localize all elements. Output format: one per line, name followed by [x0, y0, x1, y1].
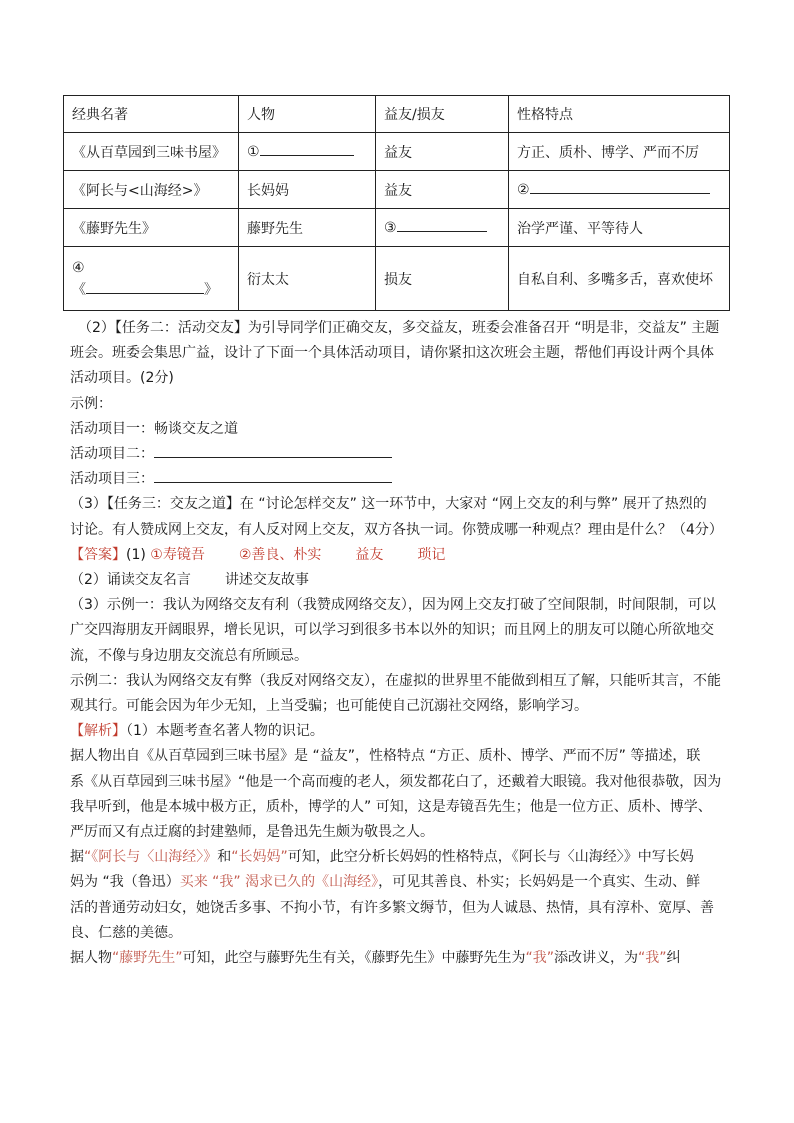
cell-book: [64, 247, 239, 311]
analysis-line: [70, 946, 725, 971]
analysis-text: 添改讲义，为: [554, 950, 639, 967]
fill-blank-3[interactable]: [397, 219, 487, 232]
example-label: 示例：: [70, 395, 112, 412]
cell-person: 衍太太: [239, 247, 376, 311]
analysis-text: 据人物: [70, 950, 112, 967]
table-row: [64, 209, 730, 247]
answer-label: 【答案】: [70, 546, 126, 563]
analysis-line: [70, 845, 725, 870]
blank-number: ④: [72, 259, 85, 276]
analysis-highlight: “长妈妈”: [231, 849, 288, 866]
cell-book: 《阿长与<山海经>》: [64, 171, 239, 209]
table-row: [64, 247, 730, 311]
analysis-highlight: “《阿长与〈山海经〉》: [84, 849, 218, 866]
fill-blank-1[interactable]: [260, 143, 354, 156]
notable-books-table: [63, 95, 730, 311]
analysis-text: ，可见其善良、朴实；长妈妈是一个真实、生动、鲜: [378, 874, 701, 891]
analysis-line: 系《从百草园到三味书屋》“他是一个高而瘦的老人，须发都花白了，还戴着大眼镜。我对他很恭敬，因为: [70, 773, 722, 790]
table-row: [64, 171, 730, 209]
answer-4: 琐记: [417, 546, 446, 563]
answer-paragraph: 示例二：我认为网络交友有弊（我反对网络交友），在虚拟的世界里不能做到相互了解，只能听其言，不能: [70, 672, 721, 689]
analysis-line: [70, 719, 725, 744]
book-open-bracket: 《: [72, 281, 86, 298]
analysis-text: （1）本题考查名著人物的识记。: [126, 723, 324, 740]
analysis-highlight: 买来 “我” 渴求已久的《山海经》: [179, 874, 379, 891]
analysis-text: 和: [217, 849, 232, 866]
book-close-bracket: 》: [204, 281, 218, 298]
answer-paragraph: 流，不像与身边朋友交流总有所顾忌。: [70, 647, 308, 664]
question-2-text: （2）【任务二：活动交友】为引导同学们正确交友，多交益友，班委会准备召开 “明是非，交益友” 主题: [78, 320, 720, 336]
analysis-line: [70, 870, 725, 895]
activity-item-3-label: 活动项目三：: [70, 471, 154, 488]
answer-paragraph: 广交四海朋友开阔眼界，增长见识，可以学习到很多书本以外的知识；而且网上的朋友可以随心所欲地交: [70, 622, 714, 639]
cell-type: [376, 209, 509, 247]
question-3-text: （3）【任务三：交友之道】在 “讨论怎样交友” 这一环节中，大家对 “网上交友的利与弊” 展开了热烈的: [70, 496, 707, 513]
cell-person: [239, 133, 376, 171]
header-book: 经典名著: [64, 96, 239, 133]
blank-number: ②: [517, 182, 530, 198]
analysis-text: 纠: [666, 950, 681, 967]
analysis-label: 【解析】: [70, 723, 126, 740]
question-3-text: 讨论。有人赞成网上交友，有人反对网上交友，双方各执一词。你赞成哪一种观点？理由是什么？（4分）: [70, 521, 723, 538]
cell-type: 益友: [376, 133, 509, 171]
cell-trait: 自私自利、多嘴多舌，喜欢使坏: [509, 247, 730, 311]
answer-paragraph: 观其行。可能会因为年少无知，上当受骗；也可能使自己沉溺社交网络，影响学习。: [70, 698, 588, 715]
analysis-line: 我早听到，他是本城中极方正，质朴，博学的人” 可知，这是寿镜吾先生；他是一位方正、质朴、博学、: [70, 798, 712, 815]
analysis-line: 活的普通劳动妇女，她饶舌多事、不拘小节，有许多繁文缛节，但为人诚恳、热情，具有淳朴、宽厚、善: [70, 899, 714, 916]
analysis-highlight: “我”: [638, 950, 667, 967]
cell-person: 长妈妈: [239, 171, 376, 209]
header-trait: 性格特点: [509, 96, 730, 133]
activity-item-2: [70, 442, 725, 467]
table-row: [64, 133, 730, 171]
table-header-row: [64, 96, 730, 133]
analysis-highlight: “我”: [525, 950, 555, 967]
analysis-text: 据: [70, 849, 84, 866]
answer-2b: 讲述交友故事: [224, 572, 309, 589]
answer-2a: （2）诵读交友名言: [70, 572, 191, 589]
cell-type: 益友: [376, 171, 509, 209]
analysis-text: 可知，此空分析长妈妈的性格特点，《阿长与〈山海经〉》中写长妈: [287, 849, 694, 866]
document-body: [70, 316, 725, 971]
activity-item-2-label: 活动项目二：: [70, 446, 154, 463]
analysis-line: 良、仁慈的美德。: [70, 924, 182, 941]
activity-item-3: [70, 467, 725, 492]
header-person: 人物: [239, 96, 376, 133]
activity-item-1: 活动项目一：畅谈交友之道: [70, 420, 238, 437]
answer-paragraph: （3）示例一：我认为网络交友有利（我赞成网络交友），因为网上交友打破了空间限制，时间限制，可以: [70, 597, 716, 614]
cell-trait: 治学严谨、平等待人: [509, 209, 730, 247]
answer-line-2: [70, 568, 725, 593]
analysis-text: 妈为 “我（鲁迅）: [70, 874, 180, 891]
answer-number: (1): [126, 546, 151, 563]
fill-blank-4[interactable]: [86, 281, 204, 294]
analysis-highlight: “藤野先生”: [112, 950, 183, 967]
analysis-line: 严厉而又有点迂腐的封建塾师，是鲁迅先生颇为敬畏之人。: [70, 824, 434, 841]
blank-number: ③: [384, 220, 397, 236]
cell-book: 《藤野先生》: [64, 209, 239, 247]
question-2-text: 活动项目。(2分): [70, 370, 174, 387]
answer-line-1: [70, 543, 725, 568]
answer-1: ①寿镜吾: [150, 546, 205, 563]
answer-3: 益友: [355, 546, 384, 563]
cell-type: 损友: [376, 247, 509, 311]
header-type: 益友/损友: [376, 96, 509, 133]
answer-2: ②善良、朴实: [238, 546, 322, 563]
cell-book: 《从百草园到三味书屋》: [64, 133, 239, 171]
question-2-text: 班会。班委会集思广益，设计了下面一个具体活动项目，请你紧扣这次班会主题，帮他们再设计两个具体: [70, 345, 714, 362]
cell-trait: 方正、质朴、博学、严而不厉: [509, 133, 730, 171]
fill-blank-2[interactable]: [530, 181, 710, 194]
analysis-line: 据人物出自《从百草园到三味书屋》是 “益友”，性格特点 “方正、质朴、博学、严而不厉” 等描述，联: [70, 748, 701, 765]
activity-item-3-blank[interactable]: [154, 468, 392, 483]
analysis-text: 可知，此空与藤野先生有关，《藤野先生》中藤野先生为: [182, 950, 526, 967]
blank-number: ①: [247, 144, 260, 160]
cell-trait: [509, 171, 730, 209]
activity-item-2-blank[interactable]: [154, 443, 392, 458]
cell-person: 藤野先生: [239, 209, 376, 247]
